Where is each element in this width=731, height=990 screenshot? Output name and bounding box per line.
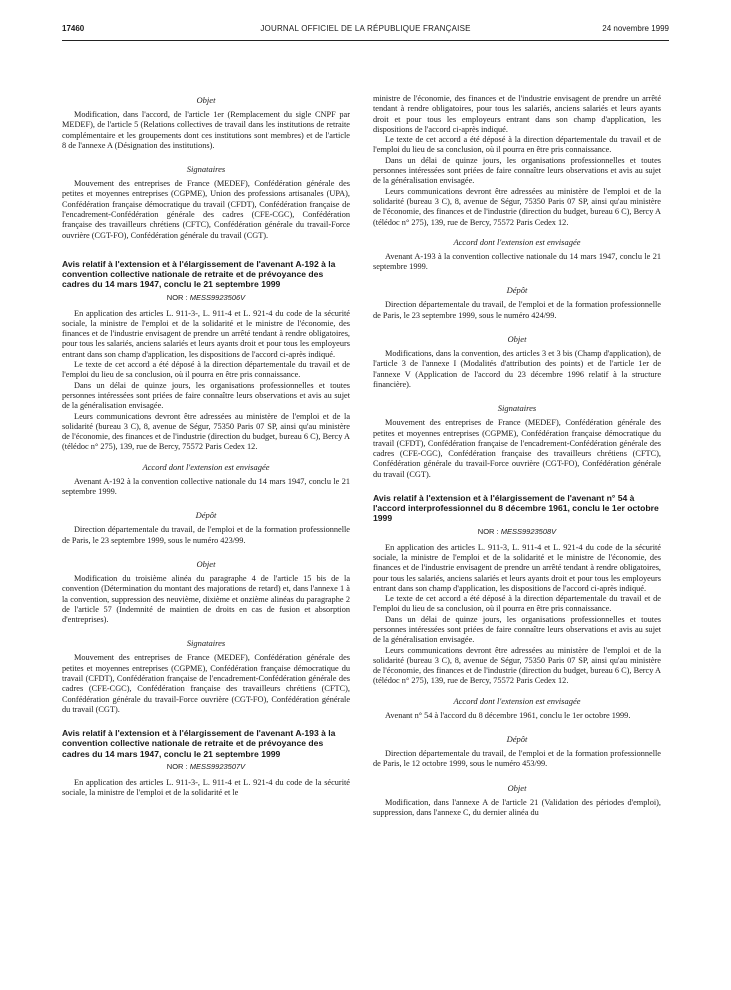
- objet-text-2: Modification, dans l'annexe A de l'article 21 (Validation des périodes d'emploi), suppression, dans l'annexe C, du dernier alinéa du: [373, 797, 661, 817]
- section-heading-objet: Objet: [196, 95, 216, 105]
- accord-text: Avenant A-192 à la convention collective nationale du 14 mars 1947, conclu le 21 septembre 1999.: [62, 476, 350, 497]
- depot-text-2: Direction départementale du travail, de l'emploi et de la formation professionnelle de Paris, le 12 octobre 1999, sous le numéro 453/99.: [373, 749, 661, 769]
- objet-text: Modification, dans l'accord, de l'article 1er (Remplacement du sigle CNPF par MEDEF), de l'article 5 (Relations collectives de travail dans les institutions de retraite complémentaire et les groupements dont ces institutions sont membres) et de l'article 8 de l'annexe A (Désignation des institutions).: [62, 110, 350, 150]
- signataires-text-2: Mouvement des entreprises de France (MEDEF), Confédération générale des petites et moyennes entreprises (CGPME), Confédération française démocratique du travail (CFDT), Confédération française de l'encadrement-Confédération générale des cadres (CFE-CGC), Confédération française des travailleurs chrétiens (CFTC), Confédération générale du travail-Force ouvrière (CGT-FO), Confédération générale du travail (CGT).: [62, 653, 350, 714]
- section-heading-signataires: Signataires: [186, 164, 226, 175]
- issue-date: 24 novembre 1999: [602, 24, 669, 33]
- depot-text: Direction départementale du travail, de l'emploi et de la formation professionnelle de Paris, le 23 septembre 1999, sous le numéro 423/99.: [62, 525, 350, 545]
- communications-paragraph-2: Leurs communications devront être adressées au ministère de l'emploi et de la solidarité (bureau 3 C), 8, avenue de Ségur, 75350 Paris 07 SP, ainsi qu'au ministère de l'économie, des finances et de l'industrie (direction du budget, bureau 6 C), Bercy A (télédoc n° 275), 139, rue de Bercy, 75572 Paris Cedex 12.: [373, 645, 661, 686]
- avis-title-54: Avis relatif à l'extension et à l'élargissement de l'avenant n° 54 à l'accord interprofessionnel du 8 décembre 1961, conclu le 1er octobre 1999: [373, 493, 659, 524]
- page-header: [62, 24, 669, 38]
- section-heading-depot: Dépôt: [195, 510, 217, 521]
- application-paragraph: En application des articles L. 911-3, L. 911-4 et L. 921-4 du code de la sécurité sociale, la ministre de l'emploi et de la solidarité et le ministre de l'économie, des finances et de l'industrie envisagent de prendre un arrêté tendant à rendre obligatoires, pour tous les salariés, anciens salariés et leurs ayants droit et pour tous les employeurs entrant dans son champ d'application, les dispositions de l'accord ci-après indiqué.: [373, 542, 661, 593]
- depot-paragraph-2: Le texte de cet accord a été déposé à la direction départementale du travail et de l'emploi du lieu de sa conclusion, où il pourra en être pris connaissance.: [373, 594, 661, 614]
- left-column: [62, 95, 350, 798]
- delai-paragraph: Dans un délai de quinze jours, les organisations professionnelles et toutes personnes intéressées sont priées de faire connaître leurs observations et avis au sujet de la généralisation envisagée.: [62, 380, 350, 411]
- section-heading-accord: Accord dont l'extension est envisagée: [453, 236, 581, 247]
- depot-text: Direction départementale du travail, de l'emploi et de la formation professionnelle de Paris, le 23 septembre 1999, sous le numéro 424/99.: [373, 300, 661, 320]
- delai-paragraph: Dans un délai de quinze jours, les organisations professionnelles et toutes personnes intéressées sont priées de faire connaître leurs observations et avis au sujet de la généralisation envisagée.: [373, 155, 661, 186]
- delai-paragraph-2: Dans un délai de quinze jours, les organisations professionnelles et toutes personnes intéressées sont priées de faire connaître leurs observations et avis au sujet de la généralisation envisagée.: [373, 614, 661, 645]
- signataires-text: Mouvement des entreprises de France (MEDEF), Confédération générale des petites et moyennes entreprises (CGPME), Confédération française démocratique du travail (CFDT), Confédération française de l'encadrement-Confédération générale des cadres (CFE-CGC), Confédération française des travailleurs chrétiens (CFTC), Confédération générale du travail-Force ouvrière (CGT-FO), Confédération générale du travail (CGT).: [373, 418, 661, 479]
- section-heading-accord-2: Accord dont l'extension est envisagée: [453, 695, 581, 706]
- right-column: [373, 94, 661, 818]
- objet-text-2: Modification du troisième alinéa du paragraphe 4 de l'article 15 bis de la convention (Détermination du montant des majorations de retard) et, dans l'annexe 1 à la convention, suppression des neuvième, dixième et onzième alinéas du paragraphe 2 de l'article 57 (Indemnité de maintien de droits en cas de fusion et absorption d'entreprises).: [62, 573, 350, 625]
- section-heading-objet: Objet: [507, 334, 527, 345]
- section-heading-objet-2: Objet: [196, 558, 216, 569]
- communications-paragraph: Leurs communications devront être adressées au ministère de l'emploi et de la solidarité (bureau 3 C), 8, avenue de Ségur, 75350 Paris 07 SP, ainsi qu'au ministère de l'économie, des finances et de l'industrie (direction du budget, bureau 6 C), Bercy A (télédoc n° 275), 139, rue de Bercy, 75572 Paris Cedex 12.: [373, 186, 661, 227]
- nor-reference-a192: NOR : MESS9923506V: [166, 292, 246, 302]
- header-rule: [62, 40, 669, 41]
- section-heading-objet-2: Objet: [507, 782, 527, 793]
- section-heading-signataires-2: Signataires: [186, 638, 226, 649]
- avis-title-a193: Avis relatif à l'extension et à l'élargissement de l'avenant A-193 à la convention collective nationale de retraite et de prévoyance des cadres du 14 mars 1947, conclu le 21 septembre 1999: [62, 728, 336, 759]
- application-paragraph-a193: En application des articles L. 911-3-, L. 911-4 et L. 921-4 du code de la sécurité sociale, la ministre de l'emploi et de la solidarité et le: [62, 777, 350, 798]
- communications-paragraph: Leurs communications devront être adressées au ministère de l'emploi et de la solidarité (bureau 3 C), 8, avenue de Ségur, 75350 Paris 07 SP, ainsi qu'au ministère de l'économie, des finances et de l'industrie (direction du budget, bureau 6 C), Bercy A (télédoc n° 275), 139, rue de Bercy, 75572 Paris Cedex 12.: [62, 411, 350, 452]
- section-heading-depot-2: Dépôt: [506, 734, 528, 745]
- accord-text-2: Avenant n° 54 à l'accord du 8 décembre 1961, conclu le 1er octobre 1999.: [385, 710, 631, 720]
- nor-reference-54: NOR : MESS9923508V: [477, 526, 557, 536]
- section-heading-accord: Accord dont l'extension est envisagée: [142, 461, 270, 472]
- avis-title-a192: Avis relatif à l'extension et à l'élargissement de l'avenant A-192 à la convention collective nationale de retraite et de prévoyance des cadres du 14 mars 1947, conclu le 21 septembre 1999: [62, 258, 336, 290]
- section-heading-signataires: Signataires: [497, 403, 537, 414]
- depot-paragraph: Le texte de cet accord a été déposé à la direction départementale du travail et de l'emploi du lieu de sa conclusion, où il pourra en être pris connaissance.: [373, 135, 661, 155]
- page-number: 17460: [62, 24, 85, 33]
- objet-text: Modifications, dans la convention, des articles 3 et 3 bis (Champ d'application), de l'article 3 de l'annexe I (Modalités d'attribution des points) et de l'article 1er de l'annexe V (Application de l'accord du 23 décembre 1996 relatif à la structure financière).: [373, 349, 661, 389]
- accord-text: Avenant A-193 à la convention collective nationale du 14 mars 1947, conclu le 21 septembre 1999.: [373, 251, 661, 272]
- section-heading-depot: Dépôt: [506, 285, 528, 296]
- application-paragraph: En application des articles L. 911-3-, L. 911-4 et L. 921-4 du code de la sécurité sociale, la ministre de l'emploi et de la solidarité et le ministre de l'économie, des finances et de l'industrie envisagent de prendre un arrêté tendant à rendre obligatoires, pour tous les salariés, anciens salariés et leurs ayants droit et pour tous les employeurs entrant dans son champ d'application, les dispositions de l'accord ci-après indiqué.: [62, 308, 350, 359]
- continued-paragraph: ministre de l'économie, des finances et de l'industrie envisagent de prendre un arrêté tendant à rendre obligatoires, pour tous les salariés, anciens salariés et leurs ayants droit et pour tous les employeurs entrant dans son champ d'application, les dispositions de l'accord ci-après indiqué.: [373, 94, 661, 134]
- nor-reference-a193: NOR : MESS9923507V: [166, 761, 246, 771]
- depot-paragraph: Le texte de cet accord a été déposé à la direction départementale du travail et de l'emploi du lieu de sa conclusion, où il pourra en être pris connaissance.: [62, 360, 350, 380]
- signataires-text: Mouvement des entreprises de France (MEDEF), Confédération générale des petites et moyennes entreprises (CGPME), Union des professions artisanales (UPA), Confédération française démocratique du travail (CFDT), Confédération française de l'encadrement-Confédération générale des cadres (CFE-CGC), Confédération française des travailleurs chrétiens (CFTC), Confédération générale du travail-Force ouvrière (CGT-FO), Confédération générale du travail (CGT).: [62, 179, 350, 240]
- journal-title: JOURNAL OFFICIEL DE LA RÉPUBLIQUE FRANÇAISE: [260, 24, 471, 33]
